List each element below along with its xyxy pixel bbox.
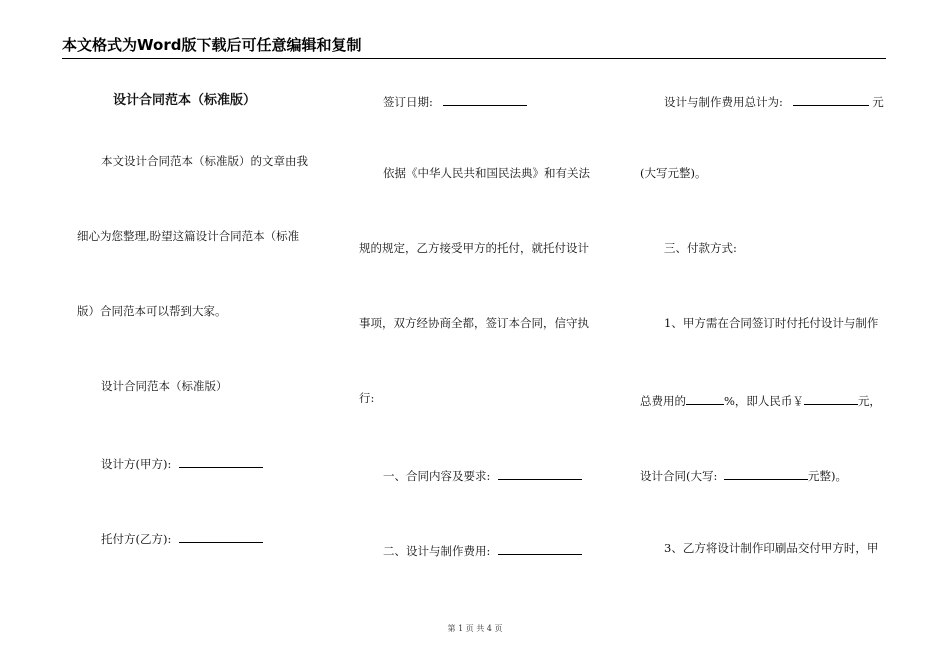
- total-unit: 元: [872, 95, 884, 109]
- section-1-blank: [498, 468, 582, 480]
- total-label: 设计与制作费用总计为:: [664, 95, 783, 109]
- party-a-label: 设计方(甲方):: [101, 457, 172, 471]
- sign-date-label: 签订日期:: [383, 95, 433, 109]
- payment-line-2: [640, 393, 881, 408]
- basis-line-4: 行:: [359, 391, 375, 405]
- intro-line-2: 细心为您整理,盼望这篇设计合同范本（标准: [77, 229, 300, 243]
- party-b-line: [101, 531, 263, 546]
- party-a-line: [101, 456, 263, 471]
- basis-line-1: 依据《中华人民共和国民法典》和有关法: [383, 166, 590, 180]
- page-footer: 第 1 页 共 4 页: [447, 624, 503, 633]
- total-upper-line: (大写元整)。: [640, 166, 707, 180]
- party-b-label: 托付方(乙方):: [101, 532, 172, 546]
- total-line: [664, 94, 884, 109]
- contract-title: 设计合同范本（标准版）: [113, 93, 257, 108]
- doc-title-line: 设计合同范本（标准版）: [101, 379, 228, 393]
- section-1-label: 一、合同内容及要求:: [383, 469, 491, 483]
- payment-pct-blank: [686, 393, 724, 405]
- payment-pct-label: 总费用的: [640, 394, 686, 408]
- contract-upper-label: 设计合同(大写:: [640, 469, 718, 483]
- party-a-blank: [179, 456, 263, 468]
- payment-line-1: 1、甲方需在合同签订时付托付设计与制作: [664, 316, 879, 330]
- contract-upper-blank: [724, 468, 808, 480]
- payment-rmb-label: %，即人民币￥: [724, 394, 804, 408]
- document-header: 本文格式为Word版下载后可任意编辑和复制: [62, 34, 886, 59]
- payment-yuan-label: 元，: [857, 394, 881, 408]
- section-2-blank: [498, 543, 582, 555]
- section-2-label: 二、设计与制作费用:: [383, 544, 491, 558]
- contract-upper-suffix: 元整)。: [808, 469, 848, 483]
- total-blank: [793, 94, 869, 106]
- section-1-line: [383, 468, 582, 483]
- intro-line-1: 本文设计合同范本（标准版）的文章由我: [101, 154, 308, 168]
- section-2-line: [383, 543, 582, 558]
- intro-line-3: 版）合同范本可以帮到大家。: [77, 304, 227, 318]
- sign-date-blank: [443, 94, 527, 106]
- payment-line-3: [640, 468, 847, 483]
- party-b-blank: [179, 531, 263, 543]
- payment-line-4: 3、乙方将设计制作印刷品交付甲方时，甲: [664, 541, 879, 555]
- basis-line-2: 规的规定，乙方接受甲方的托付，就托付设计: [359, 241, 589, 255]
- section-3-line: 三、付款方式:: [664, 241, 737, 255]
- basis-line-3: 事项，双方经协商全都，签订本合同，信守执: [359, 316, 589, 330]
- sign-date-line: [383, 94, 527, 109]
- payment-rmb-blank: [804, 393, 858, 405]
